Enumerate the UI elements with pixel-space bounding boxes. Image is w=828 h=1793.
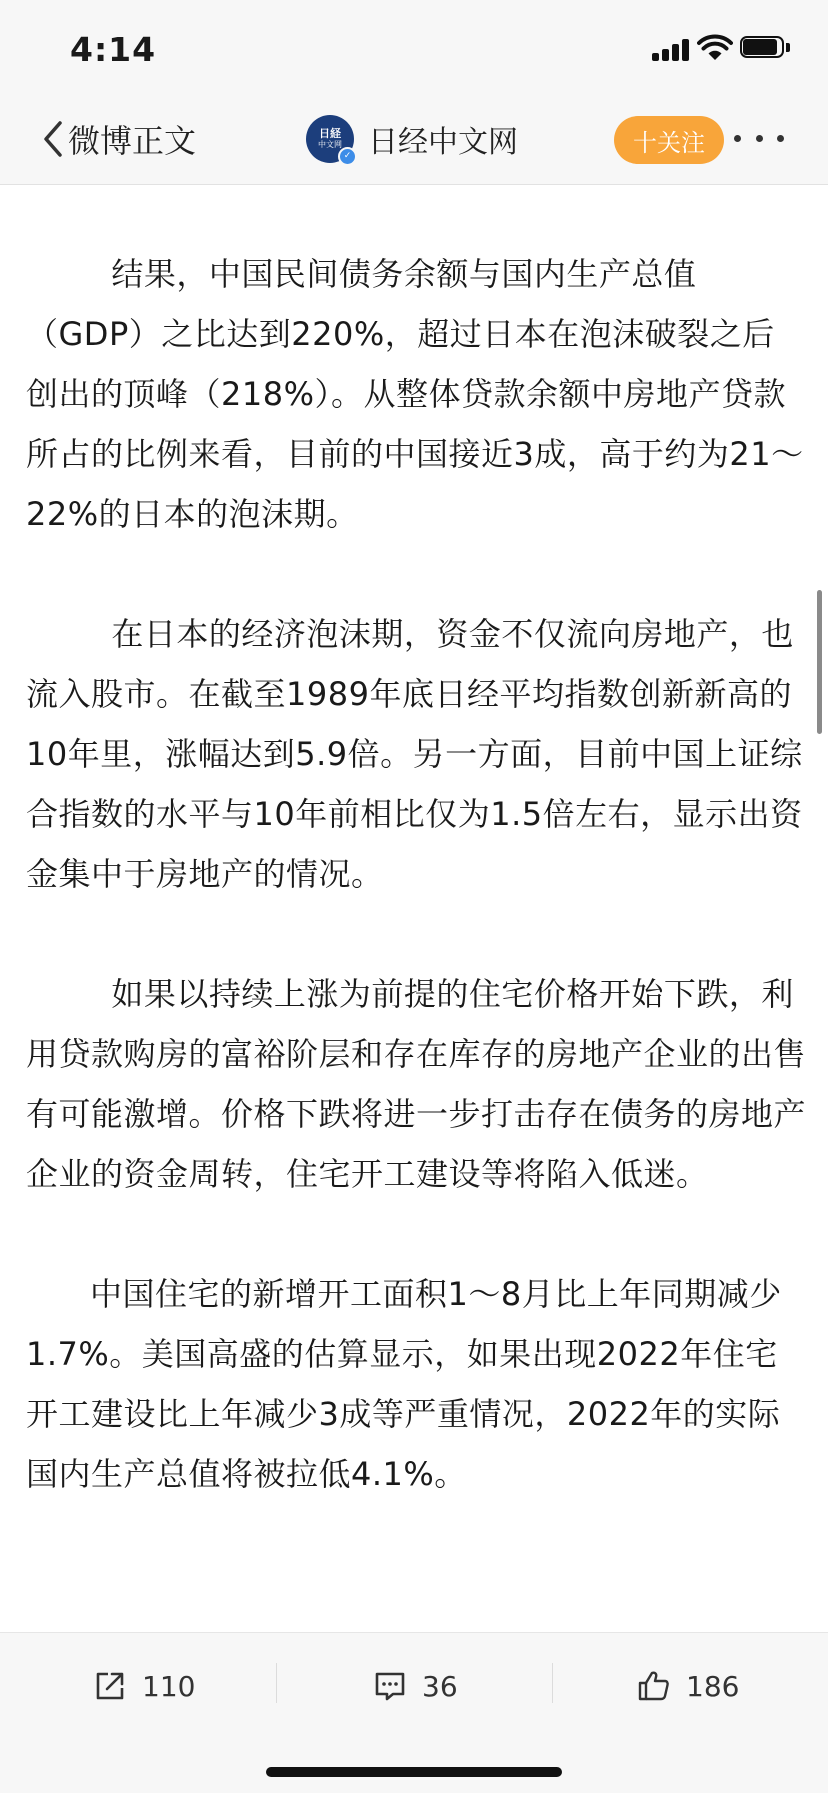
battery-icon <box>740 36 790 60</box>
home-indicator[interactable] <box>266 1767 562 1777</box>
thumbs-up-icon <box>636 1668 672 1704</box>
avatar-logo-bottom: 中文网 <box>318 140 342 149</box>
share-count: 110 <box>142 1669 196 1703</box>
share-button[interactable] <box>92 1661 195 1711</box>
like-count: 186 <box>686 1669 740 1703</box>
avatar[interactable] <box>306 115 354 163</box>
follow-button[interactable]: 十关注 <box>614 116 724 164</box>
account-name[interactable]: 日经中文网 <box>368 125 518 160</box>
verified-badge-icon: ✓ <box>338 147 357 166</box>
scrollbar[interactable] <box>817 590 822 734</box>
divider <box>552 1663 553 1703</box>
article-body <box>26 244 806 1564</box>
action-bar <box>0 1632 828 1793</box>
back-button[interactable] <box>40 116 196 162</box>
account-header[interactable] <box>306 114 518 164</box>
chevron-left-icon <box>40 119 66 159</box>
share-icon <box>92 1668 128 1704</box>
article-paragraph: 如果以持续上涨为前提的住宅价格开始下跌，利用贷款购房的富裕阶层和存在库存的房地产企业的出售有可能激增。价格下跌将进一步打击存在债务的房地产企业的资金周转，住宅开工建设等将陷入低迷。 <box>26 975 807 1193</box>
wifi-icon <box>697 34 733 62</box>
divider <box>276 1663 277 1703</box>
comment-button[interactable] <box>372 1661 458 1711</box>
avatar-logo-top: 日経 <box>319 127 341 140</box>
comment-count: 36 <box>422 1669 458 1703</box>
cellular-signal-icon <box>652 37 692 61</box>
back-label: 微博正文 <box>68 122 197 160</box>
comment-icon <box>372 1668 408 1704</box>
nav-bar <box>0 96 828 185</box>
article-paragraph: 中国住宅的新增开工面积1～8月比上年同期减少1.7%。美国高盛的估算显示，如果出现2022年住宅开工建设比上年减少3成等严重情况，2022年的实际国内生产总值将被拉低4.1%。 <box>26 1275 782 1493</box>
status-time: 4:14 <box>70 30 157 69</box>
article-paragraph: 结果，中国民间债务余额与国内生产总值（GDP）之比达到220%，超过日本在泡沫破裂之后创出的顶峰（218%）。从整体贷款余额中房地产贷款所占的比例来看，目前的中国接近3成，高于约为21～22%的日本的泡沫期。 <box>26 255 804 533</box>
status-bar <box>0 0 828 96</box>
like-button[interactable] <box>636 1661 739 1711</box>
article-paragraph: 在日本的经济泡沫期，资金不仅流向房地产，也流入股市。在截至1989年底日经平均指数创新新高的10年里，涨幅达到5.9倍。另一方面，目前中国上证综合指数的水平与10年前相比仅为1.5倍左右，显示出资金集中于房地产的情况。 <box>26 615 803 893</box>
more-options-icon[interactable] <box>734 126 784 150</box>
